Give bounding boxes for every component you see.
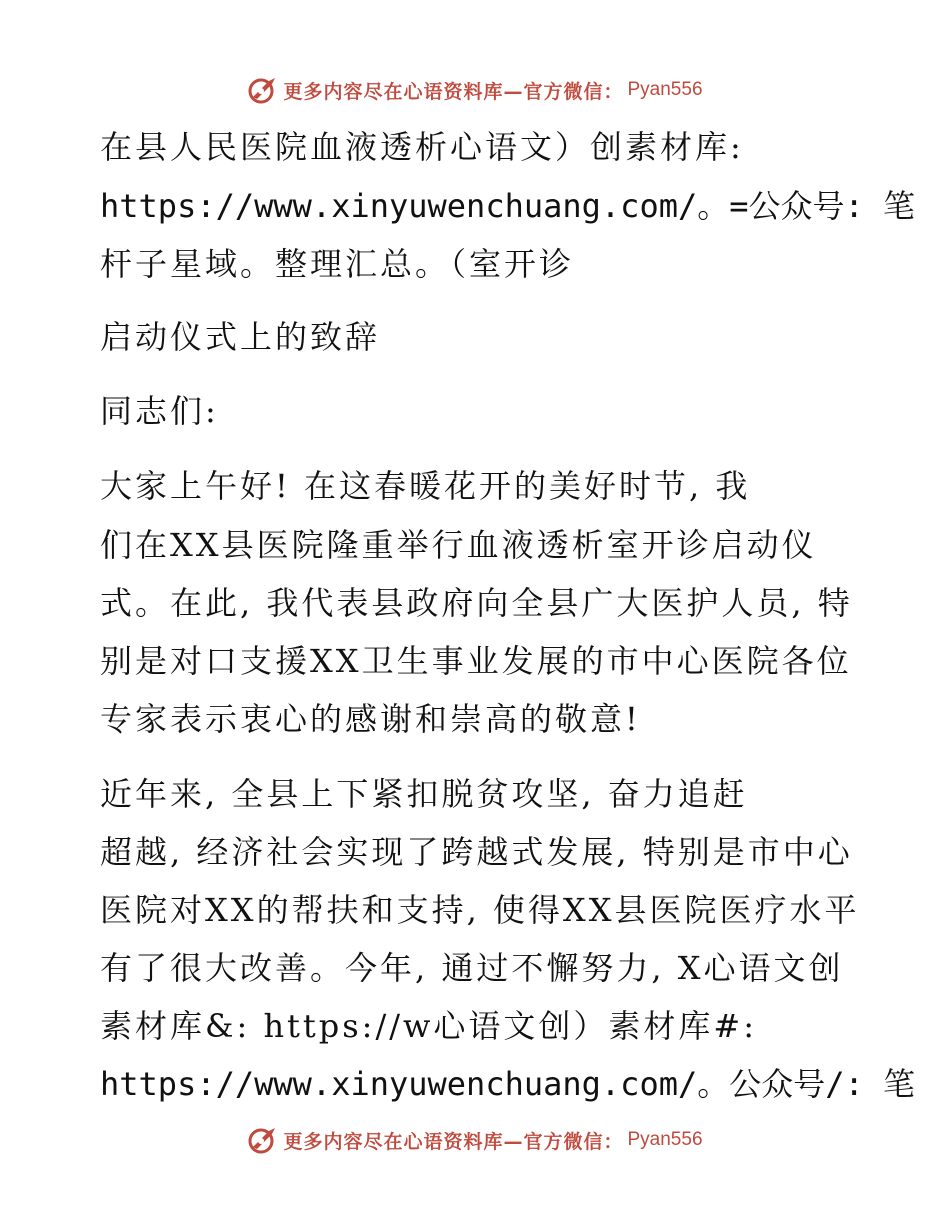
text-line: 近年来, 全县上下紧扣脱贫攻坚, 奋力追赶 (100, 775, 748, 813)
text-line: 素材库&: https://w心语文创）素材库#: (100, 1007, 758, 1045)
text-line: 大家上午好! 在这春暖花开的美好时节, 我 (100, 467, 751, 505)
quill-logo-icon (247, 1125, 279, 1155)
doc-title: 启动仪式上的致辞 (100, 318, 381, 356)
text-line: 有了很大改善。今年, 通过不懈努力, X心语文创 (100, 949, 844, 987)
text-line: 们在XX县医院隆重举行血液透析室开诊启动仪 (100, 526, 817, 564)
text-line: https://www.xinyuwenchuang.com/。公众号/: 笔 (100, 1065, 916, 1103)
text-line: https://www.xinyuwenchuang.com/。=公众号: 笔 (100, 187, 916, 225)
header-banner (0, 75, 950, 105)
banner-text: 更多内容尽在心语资料库—官方微信： (283, 80, 624, 103)
text-line: 超越, 经济社会实现了跨越式发展, 特别是市中心 (100, 833, 853, 871)
text-line: 式。在此, 我代表县政府向全县广大医护人员, 特 (100, 584, 853, 622)
salutation: 同志们: (100, 392, 219, 430)
quill-logo-icon (247, 75, 279, 105)
banner-wechat-id: Pyan556 (627, 1129, 703, 1150)
text-line: 别是对口支援XX卫生事业发展的市中心医院各位 (100, 642, 852, 680)
banner-wechat-id: Pyan556 (627, 79, 703, 100)
text-line: 在县人民医院血液透析心语文）创素材库: (100, 128, 744, 166)
banner-text: 更多内容尽在心语资料库—官方微信： (283, 1130, 624, 1153)
text-line: 杆子星域。整理汇总。（室开诊 (100, 245, 575, 283)
footer-banner (0, 1125, 950, 1155)
text-line: 医院对XX的帮扶和支持, 使得XX县医院医疗水平 (100, 891, 860, 929)
text-line: 专家表示衷心的感谢和崇高的敬意! (100, 700, 641, 738)
